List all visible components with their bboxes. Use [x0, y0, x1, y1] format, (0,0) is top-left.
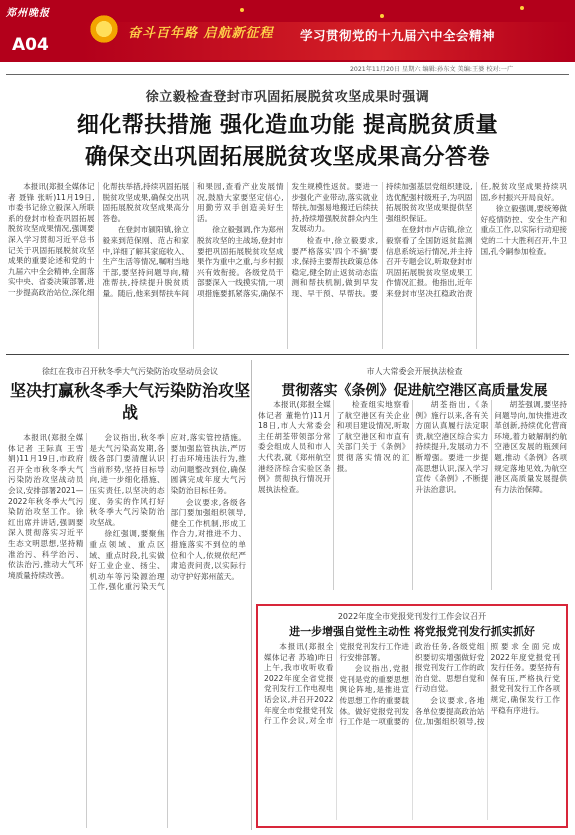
papers-body [264, 642, 560, 820]
lead-headline-line2: 确保交出巩固拓展脱贫攻坚成果高分答卷 [84, 145, 490, 170]
air-headline: 坚决打赢秋冬季大气污染防治攻坚战 [10, 381, 251, 422]
fta-paragraph: 胡荃指出,《条例》施行以来,各有关方面认真履行法定职责,航空港区综合实力持续提升,发展动力不断增强。要进一步提高思想认识,深入学习宣传《条例》,不断提升法治意识。 [415, 400, 489, 494]
highlight-box [256, 604, 568, 828]
fta-paragraph: 检查组实地察看了航空港区有关企业和项目建设情况,听取了航空港区和市直有关部门关于《条例》贯彻落实情况的汇报。 [336, 400, 410, 473]
fta-kicker: 市人大常委会开展执法检查 [366, 367, 463, 376]
fta-paragraph: 本报讯(郑报全媒体记者 董艳竹)11月18日,市人大常委会主任胡荃带领部分常委会组成人员和市人大代表,就《郑州航空港经济综合实验区条例》贯彻执行情况开展执法检查。 [258, 400, 331, 494]
party-emblem-icon [88, 13, 120, 45]
fta-headline: 贯彻落实《条例》促进航空港区高质量发展 [281, 383, 548, 399]
lead-paragraph: 本报讯(郑报全媒体记者 聂锋 张昕)11月19日,市委书记徐立毅深入所联系的登封市检查巩固拓展脱贫攻坚成果情况,强调要深入学习贯彻习近平总书记关于巩固拓展脱贫攻坚成果的重要论述和党的十九届六中全会精神,全面落实中央、省委决策部署,进一步提高政治站位,深化细化帮扶举措,持续巩固拓展脱贫攻坚成果,确保交出巩固拓展脱贫攻坚成果高分答卷。 [8, 182, 189, 297]
air-kicker: 徐红在我市召开秋冬季大气污染防治攻坚动员会议 [42, 367, 218, 376]
star-icon [520, 6, 524, 10]
lead-paragraph: 徐立毅强调,作为郑州脱贫攻坚的主战场,登封市要把巩固拓展脱贫攻坚成果作为重中之重,与乡村振兴有效衔接。各级党员干部要深入一线摸实情,一项项措施要抓紧落实,确保不发生规模性返贫。要进一步强化产业带动,落实就业帮扶,加强易地搬迁后续扶持,持续增强脱贫群众内生发展动力。 [197, 182, 378, 298]
fta-paragraph: 胡荃强调,要坚持问题导向,加快推进改革创新,持续优化营商环境,着力破解制约航空港区发展的瓶颈问题,推动《条例》各项规定落地见效,为航空港区高质量发展提供有力法治保障。 [494, 400, 567, 494]
page-number: A04 [12, 35, 49, 55]
star-icon [380, 14, 384, 18]
papers-paragraph: 会议要求,各地各单位要提高政治站位,加强组织领导,按照要求全面完成2022年度党报党刊发行任务。要坚持有保有压,严格执行党报党刊发行工作各项规定,确保发行工作平稳有序进行。 [415, 642, 560, 727]
star-icon [240, 8, 244, 12]
papers-paragraph: 本报讯(郑报全媒体记者 苏瑜)昨日上午,我市收听收看2022年度全省党报党刊发行工作电视电话会议,并召开2022年度全市党报党刊发行工作会议,对全市党报党刊发行工作进行安排部署。 [264, 642, 409, 726]
air-paragraph: 会议要求,各级各部门要加强组织领导,健全工作机制,形成工作合力,对推进不力、措施落实不到位的单位和个人,依规依纪严肃追责问责,以实际行动守护好郑州蓝天。 [170, 497, 246, 581]
dateline: 2021年11月20日 星期六 编辑:孙东文 美编:王婆 校对:一广 [350, 66, 514, 73]
fta-body [258, 400, 567, 590]
paper-name: 郑州晚报 [6, 8, 50, 19]
lead-paragraph: 检查中,徐立毅要求,要严格落实'四个不摘'要求,保持主要帮扶政策总体稳定,健全防止返贫动态监测和帮扶机制,做到早发现、早干预、早帮扶。要持续加强基层党组织建设,选优配强村级班子,为巩固拓展脱贫攻坚成果提供坚强组织保证。 [291, 182, 473, 298]
air-paragraph: 徐红强调,要聚焦重点领域、重点区域、重点时段,扎实做好工业企业、扬尘、机动车等污染源治理工作,强化重污染天气应对,落实管控措施。要加强监管执法,严厉打击环境违法行为,推动问题整改到位,确保圆满完成年度大气污染防治目标任务。 [89, 433, 246, 592]
papers-kicker: 2022年度全市党报党刊发行工作会议召开 [337, 612, 487, 621]
lead-paragraph: 在登封市卢店镇,徐立毅察看了全国防返贫监测信息系统运行情况,并主持召开专题会议,听取登封市巩固拓展脱贫攻坚成果工作情况汇报。他指出,近年来登封市坚决扛稳政治责任,脱贫攻坚成果持续巩固,乡村振兴开局良好。 [386, 182, 567, 298]
lead-paragraph: 在登封市颍阳镇,徐立毅来到范保刚、范占和家中,详细了解其家庭收入、生产生活等情况,嘱咐当地干部,要坚持问题导向,精准帮扶,持续提升脱贫质量。随后,他来到帮扶车间和果园,查看产业发展情况,鼓励大家要坚定信心,用勤劳双手创造美好生活。 [102, 182, 284, 298]
masthead-slogan-right: 学习贯彻党的十九届六中全会精神 [300, 28, 496, 43]
lead-paragraph: 徐立毅强调,要统筹做好疫情防控、安全生产和重点工作,以实际行动迎接党的二十大胜利召开,牛卫国,孔令嗣参加检查。 [480, 204, 567, 256]
air-paragraph: 会议指出,秋冬季是大气污染高发期,各级各部门要清醒认识当前形势,坚持目标导向,进一步细化措施、压实责任,以坚决的态度、务实的作风打好秋冬季大气污染防治攻坚战。 [89, 433, 165, 527]
papers-paragraph: 会议指出,党报党刊是党的重要思想舆论阵地,是推进宣传思想工作的重要载体。做好党报党刊发行工作是一项重要的政治任务,各级党组织要切实增强做好党报党刊发行工作的政治自觉、思想自觉和行动自觉。 [339, 642, 485, 727]
lead-kicker: 徐立毅检查登封市巩固拓展脱贫攻坚成果时强调 [145, 90, 430, 105]
lead-headline-line1: 细化帮扶措施 强化造血功能 提高脱贫质量 [76, 113, 499, 138]
papers-headline: 进一步增强自觉性主动性 将党报党刊发行抓实抓好 [289, 625, 535, 638]
masthead-banner [0, 0, 575, 62]
masthead-slogan-left: 奋斗百年路 启航新征程 [128, 26, 274, 41]
air-paragraph: 本报讯(郑报全媒体记者 王际真 王雪娟)11月19日,市政府召开全市秋冬季大气污染防治攻坚战动员会议,安排部署2021—2022年秋冬季大气污染防治攻坚工作。徐红出席并讲话,强调要深入贯彻落实习近平生态文明思想,坚持精准治污、科学治污、依法治污,推动大气环境质量持续改善。 [8, 433, 84, 580]
air-body [8, 433, 246, 828]
lead-body [8, 182, 567, 349]
